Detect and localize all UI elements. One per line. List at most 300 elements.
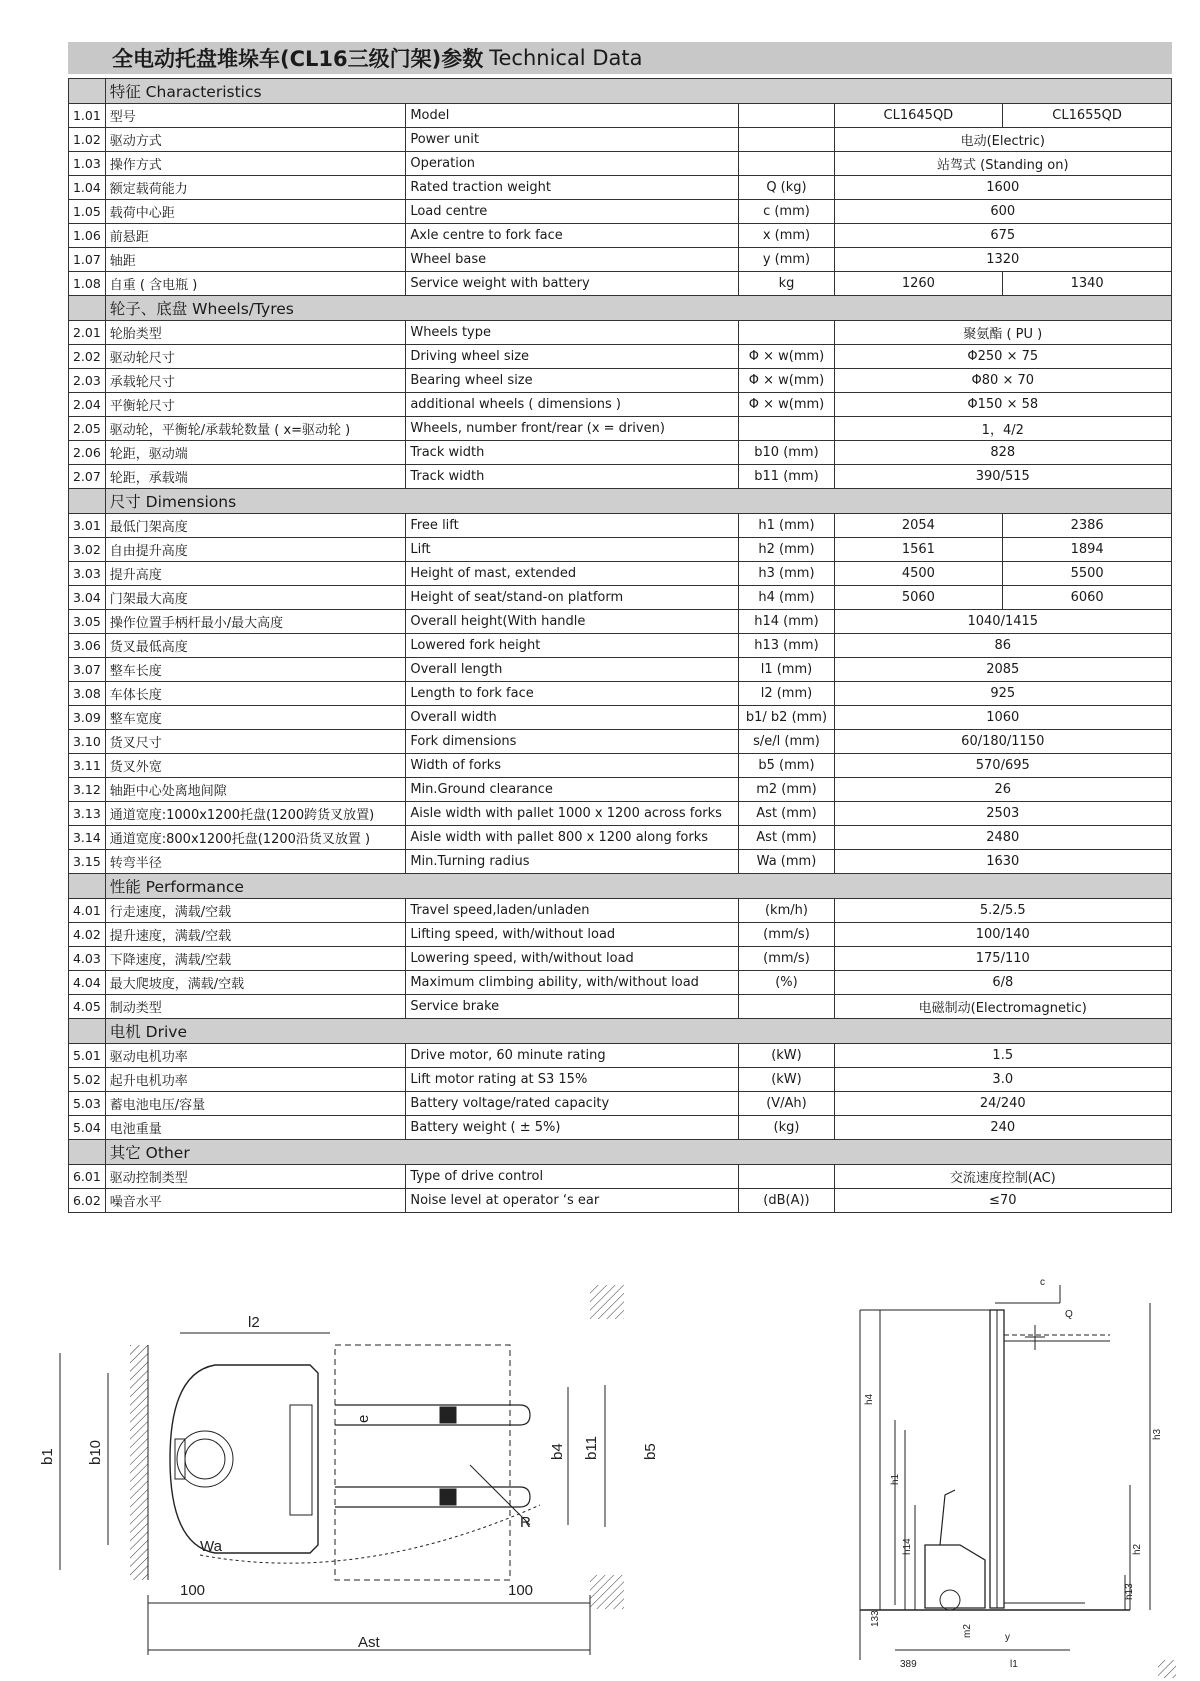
- table-row: [69, 393, 1172, 417]
- row-unit: b10 (mm): [739, 441, 834, 465]
- row-number: 5.01: [69, 1044, 106, 1068]
- section-header: [69, 79, 1172, 104]
- dim-c: c: [1040, 1277, 1045, 1288]
- row-number: 1.08: [69, 272, 106, 296]
- row-label-en: Drive motor, 60 minute rating: [406, 1044, 739, 1068]
- row-label-cn: 驱动电机功率: [105, 1044, 406, 1068]
- row-label-en: Track width: [406, 465, 739, 489]
- section-header: [69, 874, 1172, 899]
- side-view-drawing: [860, 1285, 1150, 1660]
- row-label-cn: 自重 ( 含电瓶 ): [105, 272, 406, 296]
- table-row: [69, 634, 1172, 658]
- value-shared: Φ80 × 70: [834, 369, 1171, 393]
- row-unit: Φ × w(mm): [739, 369, 834, 393]
- row-label-en: Wheels, number front/rear (x = driven): [406, 417, 739, 441]
- row-label-en: Overall height(With handle: [406, 610, 739, 634]
- row-number: 3.11: [69, 754, 106, 778]
- value-shared: 1630: [834, 850, 1171, 874]
- value-model-1: CL1645QD: [834, 104, 1003, 128]
- row-number: 4.05: [69, 995, 106, 1019]
- row-label-cn: 操作位置手柄杆最小/最大高度: [105, 610, 406, 634]
- row-label-cn: 噪音水平: [105, 1189, 406, 1213]
- dim-Wa: Wa: [200, 1538, 222, 1555]
- row-unit: [739, 321, 834, 345]
- value-shared: 26: [834, 778, 1171, 802]
- row-number: 2.06: [69, 441, 106, 465]
- value-shared: 5.2/5.5: [834, 899, 1171, 923]
- row-label-en: Free lift: [406, 514, 739, 538]
- dim-b1: b1: [39, 1448, 56, 1465]
- value-shared: 电磁制动(Electromagnetic): [834, 995, 1171, 1019]
- row-number: 3.14: [69, 826, 106, 850]
- spec-sheet: [68, 42, 1172, 1213]
- row-label-cn: 载荷中心距: [105, 200, 406, 224]
- row-label-cn: 蓄电池电压/容量: [105, 1092, 406, 1116]
- row-label-en: Power unit: [406, 128, 739, 152]
- row-label-en: Model: [406, 104, 739, 128]
- value-shared: 2480: [834, 826, 1171, 850]
- value-shared: 电动(Electric): [834, 128, 1171, 152]
- truck-side-body: [925, 1545, 985, 1608]
- row-label-cn: 提升速度，满载/空载: [105, 923, 406, 947]
- table-row: [69, 610, 1172, 634]
- table-row: [69, 730, 1172, 754]
- row-unit: b5 (mm): [739, 754, 834, 778]
- row-label-cn: 下降速度，满载/空载: [105, 947, 406, 971]
- row-label-en: Wheels type: [406, 321, 739, 345]
- dim-389: 389: [900, 1659, 917, 1670]
- table-row: [69, 345, 1172, 369]
- row-label-cn: 轮距，承载端: [105, 465, 406, 489]
- value-shared: 828: [834, 441, 1171, 465]
- row-number: 2.04: [69, 393, 106, 417]
- value-shared: 2085: [834, 658, 1171, 682]
- section-title: 特征 Characteristics: [105, 79, 1171, 104]
- drive-wheel-side: [940, 1590, 960, 1610]
- row-number: 3.09: [69, 706, 106, 730]
- row-unit: kg: [739, 272, 834, 296]
- table-row: [69, 562, 1172, 586]
- value-shared: 站驾式 (Standing on): [834, 152, 1171, 176]
- row-unit: Q (kg): [739, 176, 834, 200]
- row-number: 3.13: [69, 802, 106, 826]
- value-model-2: 2386: [1003, 514, 1172, 538]
- value-shared: 1060: [834, 706, 1171, 730]
- row-label-cn: 自由提升高度: [105, 538, 406, 562]
- table-row: [69, 248, 1172, 272]
- side-view-labels: [864, 1277, 1163, 1670]
- row-number: 3.04: [69, 586, 106, 610]
- table-row: [69, 441, 1172, 465]
- dim-e: e: [355, 1414, 372, 1423]
- row-label-cn: 最低门架高度: [105, 514, 406, 538]
- row-number: 1.07: [69, 248, 106, 272]
- row-label-cn: 承载轮尺寸: [105, 369, 406, 393]
- spec-table: [68, 78, 1172, 1213]
- row-label-cn: 驱动轮尺寸: [105, 345, 406, 369]
- row-label-en: Fork dimensions: [406, 730, 739, 754]
- row-label-cn: 轴距: [105, 248, 406, 272]
- row-number: 2.03: [69, 369, 106, 393]
- row-unit: c (mm): [739, 200, 834, 224]
- fork-lower: [335, 1487, 530, 1507]
- row-number: 3.01: [69, 514, 106, 538]
- dim-h3: h3: [1152, 1428, 1163, 1440]
- technical-drawings: [0, 1255, 1200, 1681]
- dim-y: y: [1005, 1632, 1010, 1643]
- row-label-en: Battery weight ( ± 5%): [406, 1116, 739, 1140]
- pallet-outline: [335, 1345, 510, 1580]
- row-number: 2.02: [69, 345, 106, 369]
- value-model-1: 1260: [834, 272, 1003, 296]
- section-title: 其它 Other: [105, 1140, 1171, 1165]
- row-label-cn: 通道宽度:800x1200托盘(1200沿货叉放置 ): [105, 826, 406, 850]
- row-label-cn: 整车长度: [105, 658, 406, 682]
- value-model-2: CL1655QD: [1003, 104, 1172, 128]
- dim-Ast: Ast: [358, 1634, 380, 1651]
- value-model-2: 1340: [1003, 272, 1172, 296]
- row-unit: (km/h): [739, 899, 834, 923]
- row-label-cn: 门架最大高度: [105, 586, 406, 610]
- dim-h2: h2: [1132, 1543, 1143, 1555]
- row-unit: Ast (mm): [739, 826, 834, 850]
- row-number: 6.01: [69, 1165, 106, 1189]
- dim-h4: h4: [864, 1393, 875, 1405]
- section-header: [69, 296, 1172, 321]
- dim-l2: l2: [248, 1314, 260, 1331]
- value-shared: 3.0: [834, 1068, 1171, 1092]
- value-shared: 86: [834, 634, 1171, 658]
- row-label-cn: 平衡轮尺寸: [105, 393, 406, 417]
- section-title: 轮子、底盘 Wheels/Tyres: [105, 296, 1171, 321]
- table-row: [69, 514, 1172, 538]
- row-label-en: Axle centre to fork face: [406, 224, 739, 248]
- row-label-en: Height of seat/stand-on platform: [406, 586, 739, 610]
- row-number: 3.06: [69, 634, 106, 658]
- row-number: 1.04: [69, 176, 106, 200]
- table-row: [69, 826, 1172, 850]
- row-label-en: Rated traction weight: [406, 176, 739, 200]
- table-row: [69, 1189, 1172, 1213]
- row-label-en: Min.Ground clearance: [406, 778, 739, 802]
- section-title: 尺寸 Dimensions: [105, 489, 1171, 514]
- value-shared: 1320: [834, 248, 1171, 272]
- table-row: [69, 802, 1172, 826]
- row-label-cn: 转弯半径: [105, 850, 406, 874]
- row-unit: (dB(A)): [739, 1189, 834, 1213]
- section-header-spacer: [69, 874, 106, 899]
- row-label-cn: 起升电机功率: [105, 1068, 406, 1092]
- row-number: 1.03: [69, 152, 106, 176]
- value-shared: 6/8: [834, 971, 1171, 995]
- row-label-en: Height of mast, extended: [406, 562, 739, 586]
- row-label-cn: 整车宽度: [105, 706, 406, 730]
- table-row: [69, 706, 1172, 730]
- dim-100-left: 100: [180, 1582, 206, 1599]
- value-shared: 1，4/2: [834, 417, 1171, 441]
- row-number: 2.07: [69, 465, 106, 489]
- section-header-spacer: [69, 489, 106, 514]
- dim-133: 133: [870, 1610, 881, 1627]
- table-row: [69, 1116, 1172, 1140]
- row-label-en: Service weight with battery: [406, 272, 739, 296]
- title-en: Technical Data: [489, 46, 643, 70]
- value-shared: Φ250 × 75: [834, 345, 1171, 369]
- section-header-spacer: [69, 296, 106, 321]
- row-label-en: Wheel base: [406, 248, 739, 272]
- table-row: [69, 128, 1172, 152]
- value-shared: 570/695: [834, 754, 1171, 778]
- table-row: [69, 1165, 1172, 1189]
- row-label-en: Service brake: [406, 995, 739, 1019]
- value-shared: 2503: [834, 802, 1171, 826]
- value-shared: 1.5: [834, 1044, 1171, 1068]
- table-row: [69, 465, 1172, 489]
- row-number: 1.01: [69, 104, 106, 128]
- row-label-en: Aisle width with pallet 1000 x 1200 across forks: [406, 802, 739, 826]
- table-row: [69, 1092, 1172, 1116]
- row-unit: (kW): [739, 1044, 834, 1068]
- row-number: 3.02: [69, 538, 106, 562]
- row-number: 3.12: [69, 778, 106, 802]
- dim-h14: h14: [902, 1538, 913, 1555]
- dim-b11: b11: [583, 1436, 600, 1460]
- row-number: 1.02: [69, 128, 106, 152]
- row-label-cn: 行走速度，满载/空载: [105, 899, 406, 923]
- table-row: [69, 850, 1172, 874]
- row-unit: [739, 128, 834, 152]
- value-shared: 60/180/1150: [834, 730, 1171, 754]
- wall-hatch-top-right: [590, 1285, 624, 1319]
- row-label-en: Lift: [406, 538, 739, 562]
- row-unit: Φ × w(mm): [739, 345, 834, 369]
- value-model-2: 6060: [1003, 586, 1172, 610]
- row-number: 2.01: [69, 321, 106, 345]
- row-label-cn: 货叉尺寸: [105, 730, 406, 754]
- top-view-drawing: [60, 1285, 624, 1655]
- dim-l1: l1: [1010, 1659, 1018, 1670]
- row-label-cn: 驱动控制类型: [105, 1165, 406, 1189]
- row-label-en: Battery voltage/rated capacity: [406, 1092, 739, 1116]
- table-row: [69, 754, 1172, 778]
- row-unit: (mm/s): [739, 923, 834, 947]
- row-label-en: Maximum climbing ability, with/without load: [406, 971, 739, 995]
- section-header-spacer: [69, 1019, 106, 1044]
- row-label-en: Type of drive control: [406, 1165, 739, 1189]
- row-unit: h13 (mm): [739, 634, 834, 658]
- row-label-cn: 型号: [105, 104, 406, 128]
- dim-b10: b10: [87, 1439, 104, 1465]
- row-label-cn: 电池重量: [105, 1116, 406, 1140]
- row-label-cn: 轮距，驱动端: [105, 441, 406, 465]
- row-label-cn: 货叉外宽: [105, 754, 406, 778]
- row-label-en: Width of forks: [406, 754, 739, 778]
- row-number: 3.10: [69, 730, 106, 754]
- value-model-2: 5500: [1003, 562, 1172, 586]
- row-number: 1.06: [69, 224, 106, 248]
- row-label-cn: 货叉最低高度: [105, 634, 406, 658]
- section-title: 性能 Performance: [105, 874, 1171, 899]
- value-model-1: 1561: [834, 538, 1003, 562]
- value-shared: 925: [834, 682, 1171, 706]
- table-row: [69, 778, 1172, 802]
- table-row: [69, 1068, 1172, 1092]
- row-unit: [739, 995, 834, 1019]
- row-label-en: Track width: [406, 441, 739, 465]
- table-row: [69, 1044, 1172, 1068]
- page-title: [68, 42, 1172, 74]
- row-label-en: Lift motor rating at S3 15%: [406, 1068, 739, 1092]
- row-label-en: Operation: [406, 152, 739, 176]
- value-shared: 1040/1415: [834, 610, 1171, 634]
- row-unit: [739, 104, 834, 128]
- row-unit: (V/Ah): [739, 1092, 834, 1116]
- table-row: [69, 995, 1172, 1019]
- table-row: [69, 538, 1172, 562]
- value-model-1: 2054: [834, 514, 1003, 538]
- row-label-cn: 额定载荷能力: [105, 176, 406, 200]
- row-label-en: Noise level at operator ‘s ear: [406, 1189, 739, 1213]
- row-label-en: Overall width: [406, 706, 739, 730]
- table-row: [69, 658, 1172, 682]
- section-header: [69, 489, 1172, 514]
- row-label-en: additional wheels ( dimensions ): [406, 393, 739, 417]
- table-row: [69, 224, 1172, 248]
- section-header: [69, 1140, 1172, 1165]
- dim-b4: b4: [549, 1443, 566, 1460]
- value-shared: 240: [834, 1116, 1171, 1140]
- row-unit: h3 (mm): [739, 562, 834, 586]
- row-unit: s/e/l (mm): [739, 730, 834, 754]
- row-unit: l1 (mm): [739, 658, 834, 682]
- row-unit: [739, 1165, 834, 1189]
- table-row: [69, 586, 1172, 610]
- row-label-cn: 驱动轮，平衡轮/承载轮数量 ( x=驱动轮 ): [105, 417, 406, 441]
- section-title: 电机 Drive: [105, 1019, 1171, 1044]
- table-row: [69, 369, 1172, 393]
- row-unit: b1/ b2 (mm): [739, 706, 834, 730]
- value-shared: 675: [834, 224, 1171, 248]
- dim-R: R: [520, 1514, 531, 1531]
- row-label-en: Lifting speed, with/without load: [406, 923, 739, 947]
- row-unit: (kW): [739, 1068, 834, 1092]
- row-label-cn: 车体长度: [105, 682, 406, 706]
- table-row: [69, 923, 1172, 947]
- row-number: 1.05: [69, 200, 106, 224]
- value-shared: 100/140: [834, 923, 1171, 947]
- row-label-en: Length to fork face: [406, 682, 739, 706]
- row-number: 3.07: [69, 658, 106, 682]
- value-shared: 175/110: [834, 947, 1171, 971]
- row-label-cn: 前悬距: [105, 224, 406, 248]
- row-unit: m2 (mm): [739, 778, 834, 802]
- row-number: 3.03: [69, 562, 106, 586]
- row-unit: h14 (mm): [739, 610, 834, 634]
- row-number: 4.01: [69, 899, 106, 923]
- wall-hatch-corner: [1158, 1660, 1176, 1678]
- title-cn: 全电动托盘堆垛车(CL16三级门架)参数: [112, 47, 484, 71]
- dim-Q: Q: [1065, 1309, 1073, 1320]
- row-label-en: Bearing wheel size: [406, 369, 739, 393]
- row-label-cn: 驱动方式: [105, 128, 406, 152]
- row-unit: (%): [739, 971, 834, 995]
- table-row: [69, 200, 1172, 224]
- row-unit: x (mm): [739, 224, 834, 248]
- row-number: 4.02: [69, 923, 106, 947]
- row-number: 5.03: [69, 1092, 106, 1116]
- table-row: [69, 152, 1172, 176]
- row-number: 6.02: [69, 1189, 106, 1213]
- section-header-spacer: [69, 79, 106, 104]
- row-unit: [739, 152, 834, 176]
- row-label-cn: 轮胎类型: [105, 321, 406, 345]
- dim-h1: h1: [890, 1473, 901, 1485]
- row-unit: [739, 417, 834, 441]
- row-number: 2.05: [69, 417, 106, 441]
- row-unit: h2 (mm): [739, 538, 834, 562]
- section-header: [69, 1019, 1172, 1044]
- table-row: [69, 417, 1172, 441]
- section-header-spacer: [69, 1140, 106, 1165]
- table-row: [69, 971, 1172, 995]
- row-number: 3.08: [69, 682, 106, 706]
- row-number: 4.03: [69, 947, 106, 971]
- row-label-en: Aisle width with pallet 800 x 1200 along forks: [406, 826, 739, 850]
- row-number: 3.05: [69, 610, 106, 634]
- value-shared: ≤70: [834, 1189, 1171, 1213]
- row-label-cn: 操作方式: [105, 152, 406, 176]
- truck-body: [170, 1365, 318, 1553]
- wall-hatch-bottom-right: [590, 1575, 624, 1609]
- row-unit: h4 (mm): [739, 586, 834, 610]
- value-shared: Φ150 × 58: [834, 393, 1171, 417]
- value-shared: 聚氨酯 ( PU ): [834, 321, 1171, 345]
- row-unit: y (mm): [739, 248, 834, 272]
- table-row: [69, 104, 1172, 128]
- row-label-en: Min.Turning radius: [406, 850, 739, 874]
- table-row: [69, 947, 1172, 971]
- row-label-cn: 通道宽度:1000x1200托盘(1200跨货叉放置): [105, 802, 406, 826]
- row-unit: l2 (mm): [739, 682, 834, 706]
- value-shared: 390/515: [834, 465, 1171, 489]
- table-row: [69, 176, 1172, 200]
- dim-h13: h13: [1124, 1583, 1135, 1600]
- row-number: 5.02: [69, 1068, 106, 1092]
- wall-hatch-left: [130, 1345, 148, 1580]
- value-shared: 600: [834, 200, 1171, 224]
- row-unit: Ast (mm): [739, 802, 834, 826]
- row-label-en: Load centre: [406, 200, 739, 224]
- table-row: [69, 272, 1172, 296]
- row-unit: Wa (mm): [739, 850, 834, 874]
- value-shared: 1600: [834, 176, 1171, 200]
- row-number: 5.04: [69, 1116, 106, 1140]
- value-shared: 交流速度控制(AC): [834, 1165, 1171, 1189]
- row-unit: b11 (mm): [739, 465, 834, 489]
- row-label-cn: 轴距中心处离地间隙: [105, 778, 406, 802]
- table-row: [69, 899, 1172, 923]
- value-shared: 24/240: [834, 1092, 1171, 1116]
- dim-b5: b5: [642, 1443, 659, 1460]
- table-row: [69, 321, 1172, 345]
- row-unit: (mm/s): [739, 947, 834, 971]
- row-label-cn: 提升高度: [105, 562, 406, 586]
- value-model-1: 4500: [834, 562, 1003, 586]
- row-label-en: Driving wheel size: [406, 345, 739, 369]
- row-label-cn: 最大爬坡度，满载/空载: [105, 971, 406, 995]
- row-unit: (kg): [739, 1116, 834, 1140]
- row-unit: h1 (mm): [739, 514, 834, 538]
